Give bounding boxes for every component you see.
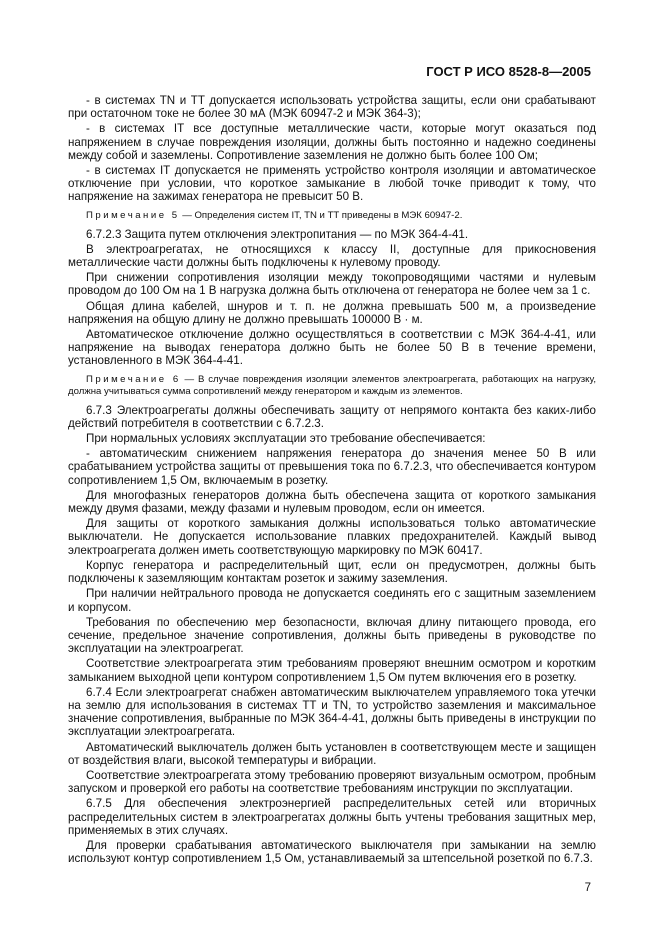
- paragraph: - в системах IT допускается не применять устройство контроля изоляции и автоматическое отключение при условии, что короткое замыкание в любой точке приводит к тому, что напряжение на зажимах генератора не превысит 50 В.: [68, 164, 596, 204]
- paragraph: Для проверки срабатывания автоматического выключателя при замыкании на землю используют контур сопротивлением 1,5 Ом, устанавливаемый за штепсельной розеткой по 6.7.3.: [68, 838, 596, 866]
- paragraph: Для многофазных генераторов должна быть обеспечена защита от короткого замыкания между двумя фазами, между фазами и нулевым проводом, если он имеется.: [68, 488, 596, 516]
- paragraph: Автоматический выключатель должен быть установлен в соответствующем месте и защищен от воздействия влаги, высокой температуры и вибрации.: [68, 740, 596, 767]
- paragraph: Для защиты от короткого замыкания должны использоваться только автоматические выключатели. Не допускается использование плавких предохранителей. Каждый вывод электроагрегата должен иметь соответствующую маркировку по МЭК 60417.: [68, 517, 596, 557]
- page-number: 7: [584, 882, 591, 895]
- paragraph: Общая длина кабелей, шнуров и т. п. не должна превышать 500 м, а произведение напряжения на общую длину не должно превышать 100000 В · м.: [68, 299, 596, 326]
- paragraph: Требования по обеспечению мер безопасности, включая длину питающего провода, его сечение, предельное значение сопротивления, должны быть приведены в руководстве по эксплуатации на электроагрегат.: [68, 615, 596, 656]
- paragraph: 6.7.3 Электроагрегаты должны обеспечивать защиту от непрямого контакта без каких-либо действий потребителя в соответствии с 6.7.2.3.: [68, 403, 596, 430]
- paragraph: 6.7.5 Для обеспечения электроэнергией распределительных сетей или вторичных распределительных систем в электроагрегатах должны быть учтены требования защитных мер, применяемых в этих случаях.: [68, 797, 596, 837]
- paragraph: При снижении сопротивления изоляции между токопроводящими частями и нулевым проводом до 100 Ом на 1 В нагрузка должна быть отключена от генератора не более чем за 1 с.: [68, 271, 596, 298]
- note: [68, 374, 596, 398]
- note-text: — Определения систем IT, TN и TT приведены в МЭК 60947-2.: [179, 209, 463, 221]
- document-header: ГОСТ Р ИСО 8528-8—2005: [426, 64, 591, 79]
- paragraph: 6.7.2.3 Защита путем отключения электропитания — по МЭК 364-4-41.: [86, 227, 469, 241]
- paragraph: 6.7.4 Если электроагрегат снабжен автоматическим выключателем управляемого тока утечки на землю для использования в системах TT и TN, то устройство заземления и максимальное значение сопротивления, выбранные по МЭК 364-4-41, должны быть приведены в инструкции по эксплуатации электроагрегата.: [68, 685, 596, 739]
- paragraph: - в системах IT все доступные металлические части, которые могут оказаться под напряжением в случае повреждения изоляции, должны быть постоянно и надежно соединены между собой и заземлены. Сопротивление заземления не должно быть более 100 Ом;: [68, 122, 596, 162]
- note-label: Примечание 6: [86, 373, 181, 385]
- document-body: [68, 94, 596, 865]
- note-label: Примечание 5: [86, 209, 180, 221]
- paragraph: - автоматическим снижением напряжения генератора до значения менее 50 В или срабатыванием устройства защиты от превышения тока по 6.7.2.3, что обеспечивается контуром сопротивлением 1,5 Ом, включаемым в розетку.: [68, 447, 596, 487]
- paragraph: Автоматическое отключение должно осуществляться в соответствии с МЭК 364-4-41, или напряжение на выводах генератора должно быть не более 50 В в течение времени, установленного в МЭК 364-4-41.: [68, 328, 596, 368]
- note-text: — В случае повреждения изоляции элементов электроагрегата, работающих на нагрузку, должна учитываться сумма сопротивлений между генератором и каждым из элементов.: [68, 373, 596, 397]
- paragraph: Корпус генератора и распределительный щит, если он предусмотрен, должны быть подключены к заземляющим контактам розеток и зажиму заземления.: [68, 558, 596, 586]
- paragraph: Соответствие электроагрегата этому требованию проверяют визуальным осмотром, пробным запуском и проверкой его работы на соответствие требованиям инструкции по эксплуатации.: [68, 768, 596, 796]
- note: [68, 210, 596, 222]
- paragraph: В электроагрегатах, не относящихся к классу II, доступные для прикосновения металлические части должны быть подключены к нулевому проводу.: [68, 242, 596, 270]
- paragraph: Соответствие электроагрегата этим требованиям проверяют внешним осмотром и коротким замыканием выходной цепи контуром сопротивлением 1,5 Ом путем включения его в розетку.: [68, 657, 596, 684]
- paragraph: При нормальных условиях эксплуатации это требование обеспечивается:: [86, 432, 486, 446]
- paragraph: - в системах TN и TT допускается использовать устройства защиты, если они срабатывают при остаточном токе не более 30 мА (МЭК 60947-2 и МЭК 364-3);: [68, 94, 596, 121]
- paragraph: При наличии нейтрального провода не допускается соединять его с защитным заземлением и корпусом.: [68, 587, 596, 614]
